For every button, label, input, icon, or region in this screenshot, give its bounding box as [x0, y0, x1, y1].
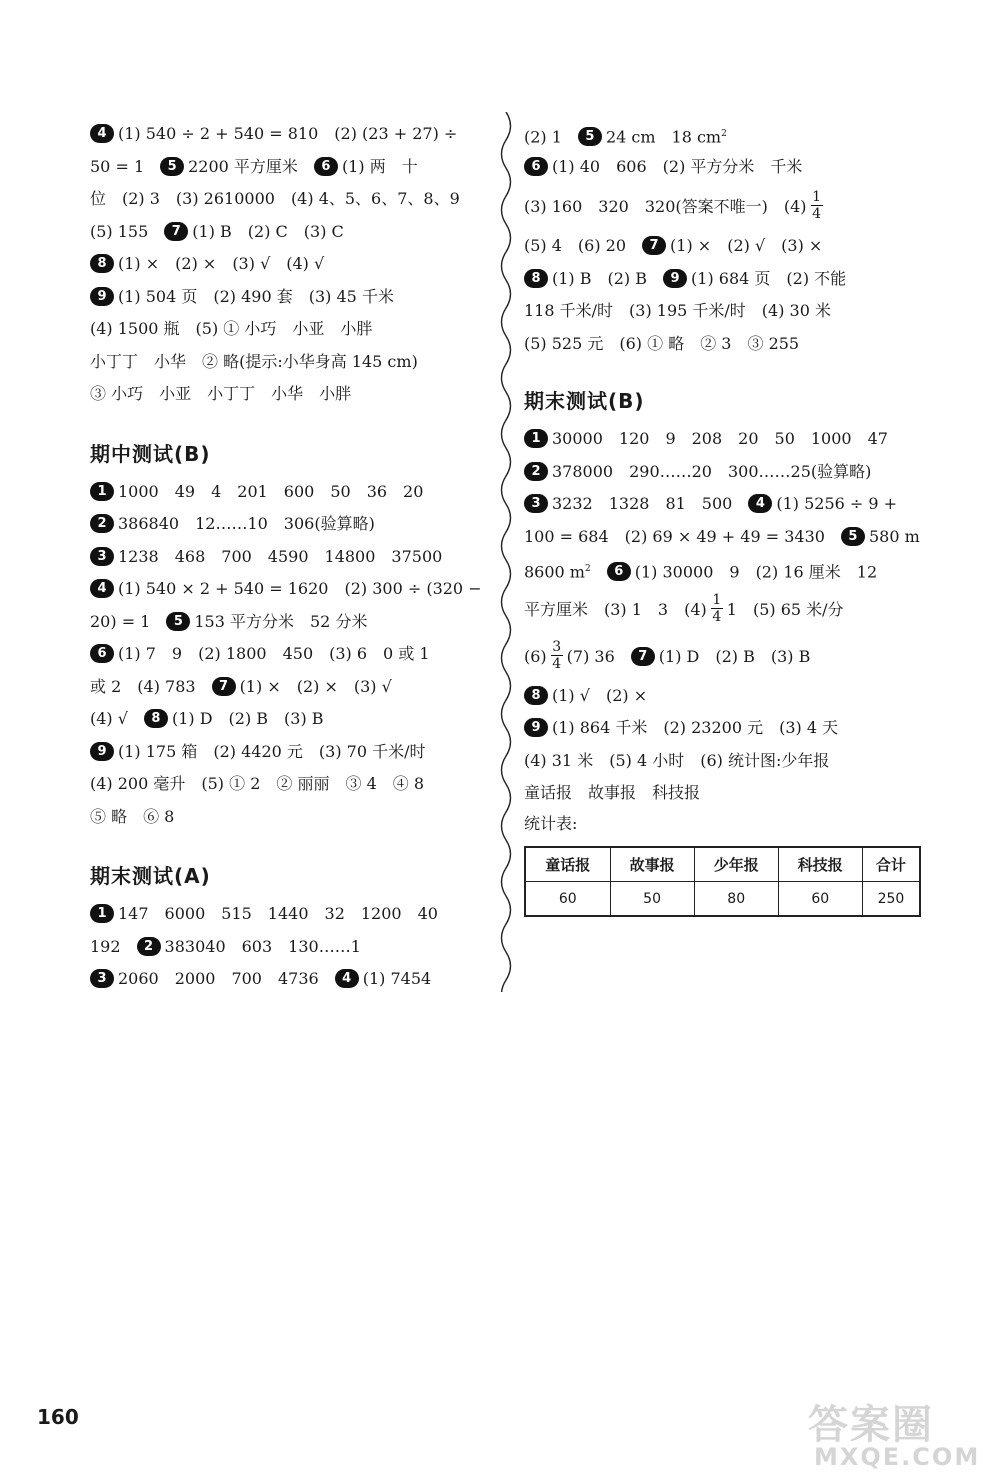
answer-text: (5) 155 [90, 221, 165, 241]
answer-line [90, 898, 495, 931]
question-number-badge: 3 [524, 494, 548, 513]
table-cell: 80 [694, 882, 778, 917]
question-number-badge: 7 [642, 236, 666, 255]
question-number-badge: 6 [314, 157, 338, 176]
answer-line [524, 328, 924, 361]
answer-text: (1) × (2) √ (3) × [670, 236, 823, 255]
question-number-badge: 5 [578, 127, 602, 146]
answer-line [90, 768, 495, 801]
superscript: 2 [584, 564, 591, 574]
question-number-badge: 4 [90, 579, 114, 598]
question-number-badge: 9 [90, 287, 114, 306]
answer-text: (1) 864 千米 (2) 23200 元 (3) 4 天 [552, 718, 839, 737]
answer-lines-final-a-continued [524, 118, 924, 360]
answer-text: ⑤ 略 ⑥ 8 [90, 806, 175, 826]
question-number-badge: 6 [607, 562, 631, 581]
fraction-denominator: 4 [812, 206, 821, 222]
question-number-badge: 9 [524, 718, 548, 737]
answer-line [524, 423, 924, 456]
answer-text: (1) 5256 ÷ 9 + [776, 494, 898, 513]
answer-text: 2200 平方厘米 [188, 156, 314, 176]
table-header-row [525, 847, 920, 882]
question-number-badge: 1 [90, 904, 114, 923]
answer-text: 378000 290……20 300……25(验算略) [552, 461, 872, 481]
answer-line [90, 963, 495, 996]
answer-text: (1) D (2) B (3) B [171, 709, 324, 728]
answer-line [90, 346, 495, 379]
fraction [551, 639, 563, 672]
answer-line [90, 736, 495, 769]
answer-line [90, 931, 495, 964]
answer-text: (4) √ [90, 709, 144, 728]
table-caption: 统计表: [524, 813, 578, 833]
answer-text: 118 千米/时 (3) 195 千米/时 (4) 30 米 [524, 301, 831, 320]
answer-text: (1) 40 606 (2) 平方分米 千米 [552, 156, 803, 176]
answer-line [90, 313, 495, 346]
question-number-badge: 6 [524, 157, 548, 176]
answer-line [524, 777, 924, 810]
table-header-cell: 故事报 [610, 847, 694, 882]
answer-text: 386840 12……10 306(验算略) [118, 514, 375, 533]
question-number-badge: 9 [663, 269, 687, 288]
answer-line [90, 476, 495, 509]
question-number-badge: 4 [335, 969, 359, 988]
answer-line [524, 633, 924, 680]
answer-line [524, 456, 924, 489]
table-cell: 60 [778, 882, 862, 917]
answer-line [524, 712, 924, 745]
answer-line [524, 183, 924, 230]
table-header-cell: 童话报 [525, 847, 610, 882]
answer-line [90, 606, 495, 639]
table-cell: 60 [525, 882, 610, 917]
answer-text: (7) 36 [566, 646, 631, 666]
answer-text: (4) 1500 瓶 (5) ① 小巧 小亚 小胖 [90, 319, 373, 338]
answer-text: 50 = 1 [90, 156, 161, 176]
question-number-badge: 5 [841, 527, 865, 546]
answer-text: 或 2 (4) 783 [90, 676, 212, 696]
answer-text: (1) 30000 9 (2) 16 厘米 12 [634, 562, 878, 582]
answer-line [524, 488, 924, 521]
answer-line [90, 281, 495, 314]
answer-text: 小丁丁 小华 ② 略(提示:小华身高 145 cm) [90, 351, 418, 371]
answer-line [524, 680, 924, 713]
watermark-text: 答案圈 [808, 1402, 934, 1448]
answer-text: 383040 603 130……1 [164, 936, 361, 956]
question-number-badge: 7 [164, 222, 188, 241]
fraction-denominator: 4 [712, 608, 722, 625]
table-row [525, 882, 920, 917]
answer-text: 147 6000 515 1440 32 1200 40 [118, 904, 438, 923]
answer-text: 3232 1328 81 500 [552, 494, 749, 513]
question-number-badge: 7 [631, 647, 655, 666]
answer-text: (1) 7 9 (2) 1800 450 (3) 6 0 或 1 [118, 644, 430, 663]
question-number-badge: 8 [524, 686, 548, 705]
fraction [711, 592, 723, 625]
answer-text: (5) 4 (6) 20 [524, 236, 643, 255]
watermark-logo [808, 1393, 996, 1473]
question-number-badge: 3 [90, 547, 114, 566]
answer-text: (1) 540 × 2 + 540 = 1620 (2) 300 ÷ (320 − [118, 579, 482, 598]
question-number-badge: 4 [748, 494, 772, 513]
answer-line [524, 745, 924, 778]
question-number-badge: 5 [160, 157, 184, 176]
left-column [90, 118, 495, 996]
statistics-table [524, 846, 921, 917]
answer-text: ③ 小巧 小亚 小丁丁 小华 小胖 [90, 384, 352, 403]
question-number-badge: 6 [90, 644, 114, 663]
answer-line [524, 553, 924, 586]
answer-text: (1) B (2) B [552, 268, 664, 288]
answer-text: (1) 7454 [362, 969, 432, 988]
answer-text: (3) 160 320 320(答案不唯一) (4) [524, 197, 807, 216]
answer-text: 平方厘米 (3) 1 3 (4) [524, 599, 707, 619]
question-number-badge: 2 [524, 462, 548, 481]
answer-text: (1) 两 十 [341, 156, 418, 176]
answer-text: (1) √ (2) × [552, 685, 648, 705]
question-number-badge: 8 [524, 269, 548, 288]
answer-line [524, 151, 924, 184]
answer-text: 1000 49 4 201 600 50 36 20 [118, 481, 424, 501]
answer-lines-continued [90, 118, 495, 411]
answer-line [524, 263, 924, 296]
watermark-url: MXQE.COM [814, 1443, 981, 1471]
answer-line [90, 671, 495, 704]
section-heading-midterm-b: 期中测试(B) [90, 441, 211, 466]
question-number-badge: 8 [144, 709, 168, 728]
answer-text [591, 562, 607, 581]
answer-text: (1) 504 页 (2) 490 套 (3) 45 千米 [118, 286, 394, 306]
answer-line [524, 295, 924, 328]
answer-text: 153 平方分米 52 分米 [194, 611, 368, 631]
answer-line [90, 703, 495, 736]
answer-text: (1) D (2) B (3) B [658, 646, 811, 666]
answer-line [90, 183, 495, 216]
question-number-badge: 1 [524, 429, 548, 448]
answer-text: (6) [524, 646, 547, 666]
answer-lines-final-a [90, 898, 495, 996]
answer-text: (5) 525 元 (6) ① 略 ② 3 ③ 255 [524, 333, 800, 353]
answer-lines-midterm-b [90, 476, 495, 834]
question-number-badge: 5 [166, 612, 190, 631]
question-number-badge: 8 [90, 254, 114, 273]
table-cell: 250 [862, 882, 920, 917]
section-heading-final-a: 期末测试(A) [90, 864, 211, 888]
answer-text: (2) 1 [524, 127, 578, 147]
answer-text: 2060 2000 700 4736 [118, 969, 335, 988]
answer-lines-final-b [524, 423, 924, 810]
page-number: 160 [37, 1405, 79, 1429]
section-heading-final-b: 期末测试(B) [524, 389, 645, 413]
answer-text: (1) 540 ÷ 2 + 540 = 810 (2) (23 + 27) ÷ [118, 124, 458, 143]
table-header-cell: 少年报 [694, 847, 778, 882]
fraction-denominator: 4 [552, 655, 562, 672]
answer-text: 580 m [868, 526, 920, 546]
answer-line [90, 248, 495, 281]
answer-line [90, 118, 495, 151]
answer-text: 1 (5) 65 米/分 [726, 599, 844, 619]
fraction-numerator: 1 [812, 189, 821, 205]
right-column [524, 118, 924, 838]
answer-line [524, 118, 924, 151]
table-cell: 50 [610, 882, 694, 917]
table-header-cell: 科技报 [778, 847, 862, 882]
answer-text: 30000 120 9 208 20 50 1000 47 [552, 429, 888, 448]
column-divider-wave [494, 112, 524, 992]
answer-text: 20) = 1 [90, 611, 167, 631]
question-number-badge: 4 [90, 124, 114, 143]
question-number-badge: 7 [212, 677, 236, 696]
question-number-badge: 3 [90, 969, 114, 988]
answer-line [90, 508, 495, 541]
answer-line [90, 638, 495, 671]
answer-text: 位 (2) 3 (3) 2610000 (4) 4、5、6、7、8、9 [90, 189, 460, 208]
answer-text: (1) × (2) × (3) √ [239, 676, 392, 696]
answer-line [90, 573, 495, 606]
answer-line [90, 541, 495, 574]
superscript: 2 [721, 129, 727, 139]
answer-text: (1) 684 页 (2) 不能 [691, 268, 847, 288]
answer-text: 1238 468 700 4590 14800 37500 [118, 546, 443, 566]
answer-line [524, 586, 924, 633]
question-number-badge: 9 [90, 742, 114, 761]
fraction-numerator: 3 [552, 638, 562, 655]
question-number-badge: 2 [90, 514, 114, 533]
question-number-badge: 2 [137, 937, 161, 956]
answer-text: 100 = 684 (2) 69 × 49 + 49 = 3430 [524, 526, 841, 546]
answer-text: 24 cm 18 cm [605, 127, 722, 147]
answer-line [524, 230, 924, 263]
answer-text: (4) 31 米 (5) 4 小时 (6) 统计图:少年报 [524, 750, 830, 770]
answer-text: 童话报 故事报 科技报 [524, 783, 701, 802]
question-number-badge: 1 [90, 482, 114, 501]
answer-line [90, 151, 495, 184]
fraction-numerator: 1 [712, 591, 722, 608]
answer-text: 8600 m [524, 562, 585, 582]
answer-line [90, 216, 495, 249]
answer-line [90, 378, 495, 411]
fraction [811, 189, 823, 222]
answer-text: (1) B (2) C (3) C [192, 221, 344, 241]
answer-text: (4) 200 毫升 (5) ① 2 ② 丽丽 ③ 4 ④ 8 [90, 774, 425, 793]
answer-text: 192 [90, 936, 137, 956]
answer-text: (1) 175 箱 (2) 4420 元 (3) 70 千米/时 [118, 741, 426, 761]
table-header-cell: 合计 [862, 847, 920, 882]
answer-line [90, 801, 495, 834]
answer-text: (1) × (2) × (3) √ (4) √ [118, 254, 325, 273]
answer-line [524, 521, 924, 554]
